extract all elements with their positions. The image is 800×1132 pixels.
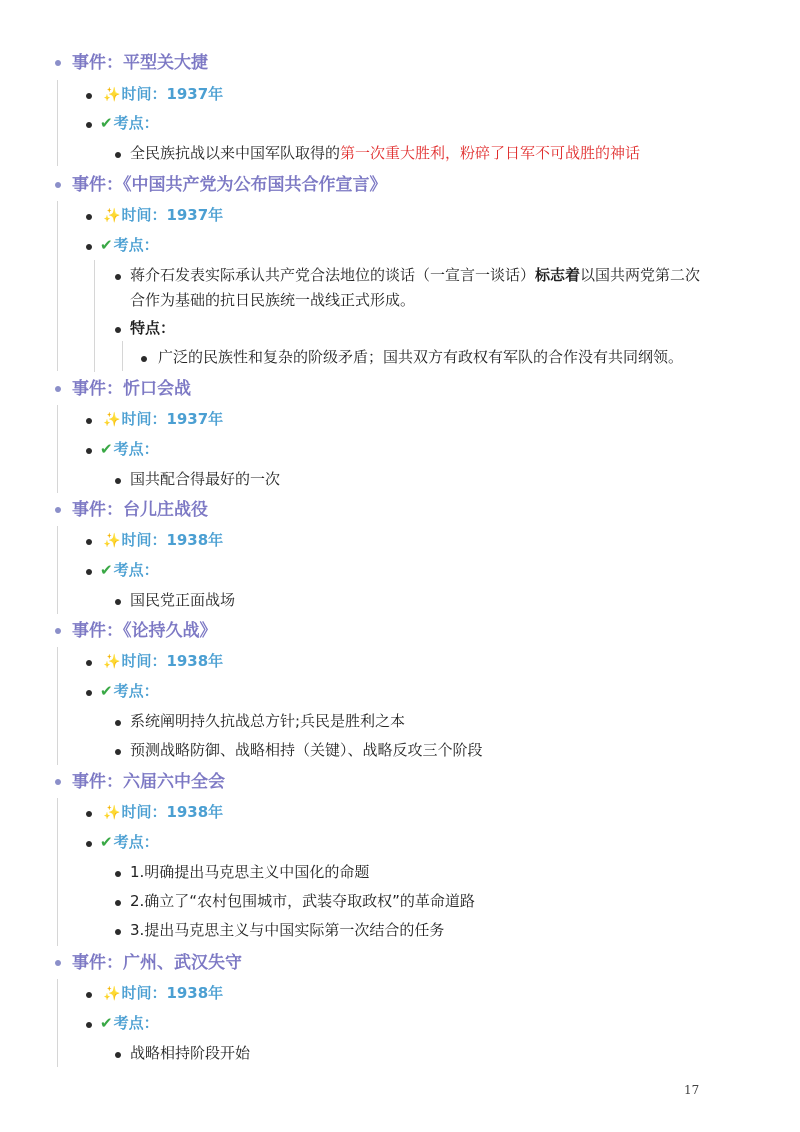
outline-guide: [57, 80, 58, 166]
list-bullet: [86, 660, 92, 666]
event-bullet: [55, 386, 61, 392]
highlight-text: 第一次重大胜利，粉碎了日军不可战胜的神话: [340, 144, 641, 162]
key-point: 国共配合得最好的一次: [130, 470, 281, 488]
outline-guide: [57, 798, 58, 946]
event-bullet: [55, 779, 61, 785]
sparkles-icon: ✨: [103, 87, 121, 103]
key-point: 系统阐明持久抗战总方针;兵民是胜利之本: [130, 712, 406, 730]
outline-guide: [94, 260, 95, 372]
feature-text: 广泛的民族性和复杂的阶级矛盾；国共双方有政权有军队的合作没有共同纲领。: [158, 348, 684, 366]
list-bullet: [115, 749, 121, 755]
key-point: 预测战略防御、战略相持（关键）、战略反攻三个阶段: [130, 741, 483, 759]
list-bullet: [86, 690, 92, 696]
list-bullet: [86, 122, 92, 128]
list-bullet: [86, 244, 92, 250]
event-key-points-label: ✔考点：: [100, 561, 159, 579]
event-bullet: [55, 507, 61, 513]
list-bullet: [115, 478, 121, 484]
event-title: 事件：台儿庄战役: [72, 500, 208, 520]
list-bullet: [86, 93, 92, 99]
event-bullet: [55, 60, 61, 66]
sparkles-icon: ✨: [103, 805, 121, 821]
sparkles-icon: ✨: [103, 654, 121, 670]
key-point: 蒋介石发表实际承认共产党合法地位的谈话（一宣言一谈话）标志着以国共两党第二次: [130, 266, 701, 284]
outline-guide: [57, 201, 58, 371]
key-point-continued: 合作为基础的抗日民族统一战线正式形成。: [130, 291, 416, 309]
list-bullet: [115, 900, 121, 906]
outline-guide: [57, 405, 58, 493]
key-point: 全民族抗战以来中国军队取得的第一次重大胜利，粉碎了日军不可战胜的神话: [130, 144, 641, 162]
check-mark-icon: ✔: [100, 440, 113, 458]
list-bullet: [115, 274, 121, 280]
event-key-points-label: ✔考点：: [100, 1014, 159, 1032]
key-point: 3.提出马克思主义与中国实际第一次结合的任务: [130, 921, 445, 939]
list-bullet: [115, 152, 121, 158]
key-point: 2.确立了“农村包围城市，武装夺取政权”的革命道路: [130, 892, 475, 910]
event-bullet: [55, 628, 61, 634]
event-key-points-label: ✔考点：: [100, 114, 159, 132]
list-bullet: [86, 214, 92, 220]
event-key-points-label: ✔考点：: [100, 682, 159, 700]
check-mark-icon: ✔: [100, 561, 113, 579]
list-bullet: [86, 811, 92, 817]
event-title: 事件：忻口会战: [72, 379, 191, 399]
outline-guide: [122, 341, 123, 371]
check-mark-icon: ✔: [100, 114, 113, 132]
sparkles-icon: ✨: [103, 986, 121, 1002]
sparkles-icon: ✨: [103, 533, 121, 549]
event-title: 事件：《中国共产党为公布国共合作宣言》: [72, 175, 387, 195]
list-bullet: [86, 539, 92, 545]
event-time: ✨时间：1938年: [103, 803, 224, 821]
list-bullet: [115, 720, 121, 726]
outline-guide: [57, 526, 58, 614]
list-bullet: [141, 356, 147, 362]
key-point: 1.明确提出马克思主义中国化的命题: [130, 863, 370, 881]
page-number: 17: [684, 1083, 700, 1097]
list-bullet: [115, 871, 121, 877]
check-mark-icon: ✔: [100, 236, 113, 254]
event-time: ✨时间：1937年: [103, 206, 224, 224]
event-bullet: [55, 182, 61, 188]
list-bullet: [86, 448, 92, 454]
key-point: 国民党正面战场: [130, 591, 236, 609]
event-title: 事件：《论持久战》: [72, 621, 217, 641]
event-key-points-label: ✔考点：: [100, 440, 159, 458]
list-bullet: [86, 569, 92, 575]
key-point: 战略相持阶段开始: [130, 1044, 251, 1062]
event-title: 事件：平型关大捷: [72, 53, 208, 73]
list-bullet: [86, 1022, 92, 1028]
outline-guide: [57, 647, 58, 765]
event-time: ✨时间：1937年: [103, 410, 224, 428]
list-bullet: [86, 841, 92, 847]
event-title: 事件：六届六中全会: [72, 772, 225, 792]
event-key-points-label: ✔考点：: [100, 236, 159, 254]
event-bullet: [55, 960, 61, 966]
outline-guide: [57, 979, 58, 1067]
event-time: ✨时间：1938年: [103, 531, 224, 549]
list-bullet: [115, 929, 121, 935]
list-bullet: [115, 1052, 121, 1058]
check-mark-icon: ✔: [100, 833, 113, 851]
sparkles-icon: ✨: [103, 412, 121, 428]
check-mark-icon: ✔: [100, 1014, 113, 1032]
list-bullet: [86, 992, 92, 998]
list-bullet: [115, 327, 121, 333]
sparkles-icon: ✨: [103, 208, 121, 224]
feature-label: 特点：: [130, 319, 176, 337]
event-time: ✨时间：1937年: [103, 85, 224, 103]
event-key-points-label: ✔考点：: [100, 833, 159, 851]
list-bullet: [115, 599, 121, 605]
check-mark-icon: ✔: [100, 682, 113, 700]
event-title: 事件：广州、武汉失守: [72, 953, 242, 973]
list-bullet: [86, 418, 92, 424]
event-time: ✨时间：1938年: [103, 652, 224, 670]
event-time: ✨时间：1938年: [103, 984, 224, 1002]
